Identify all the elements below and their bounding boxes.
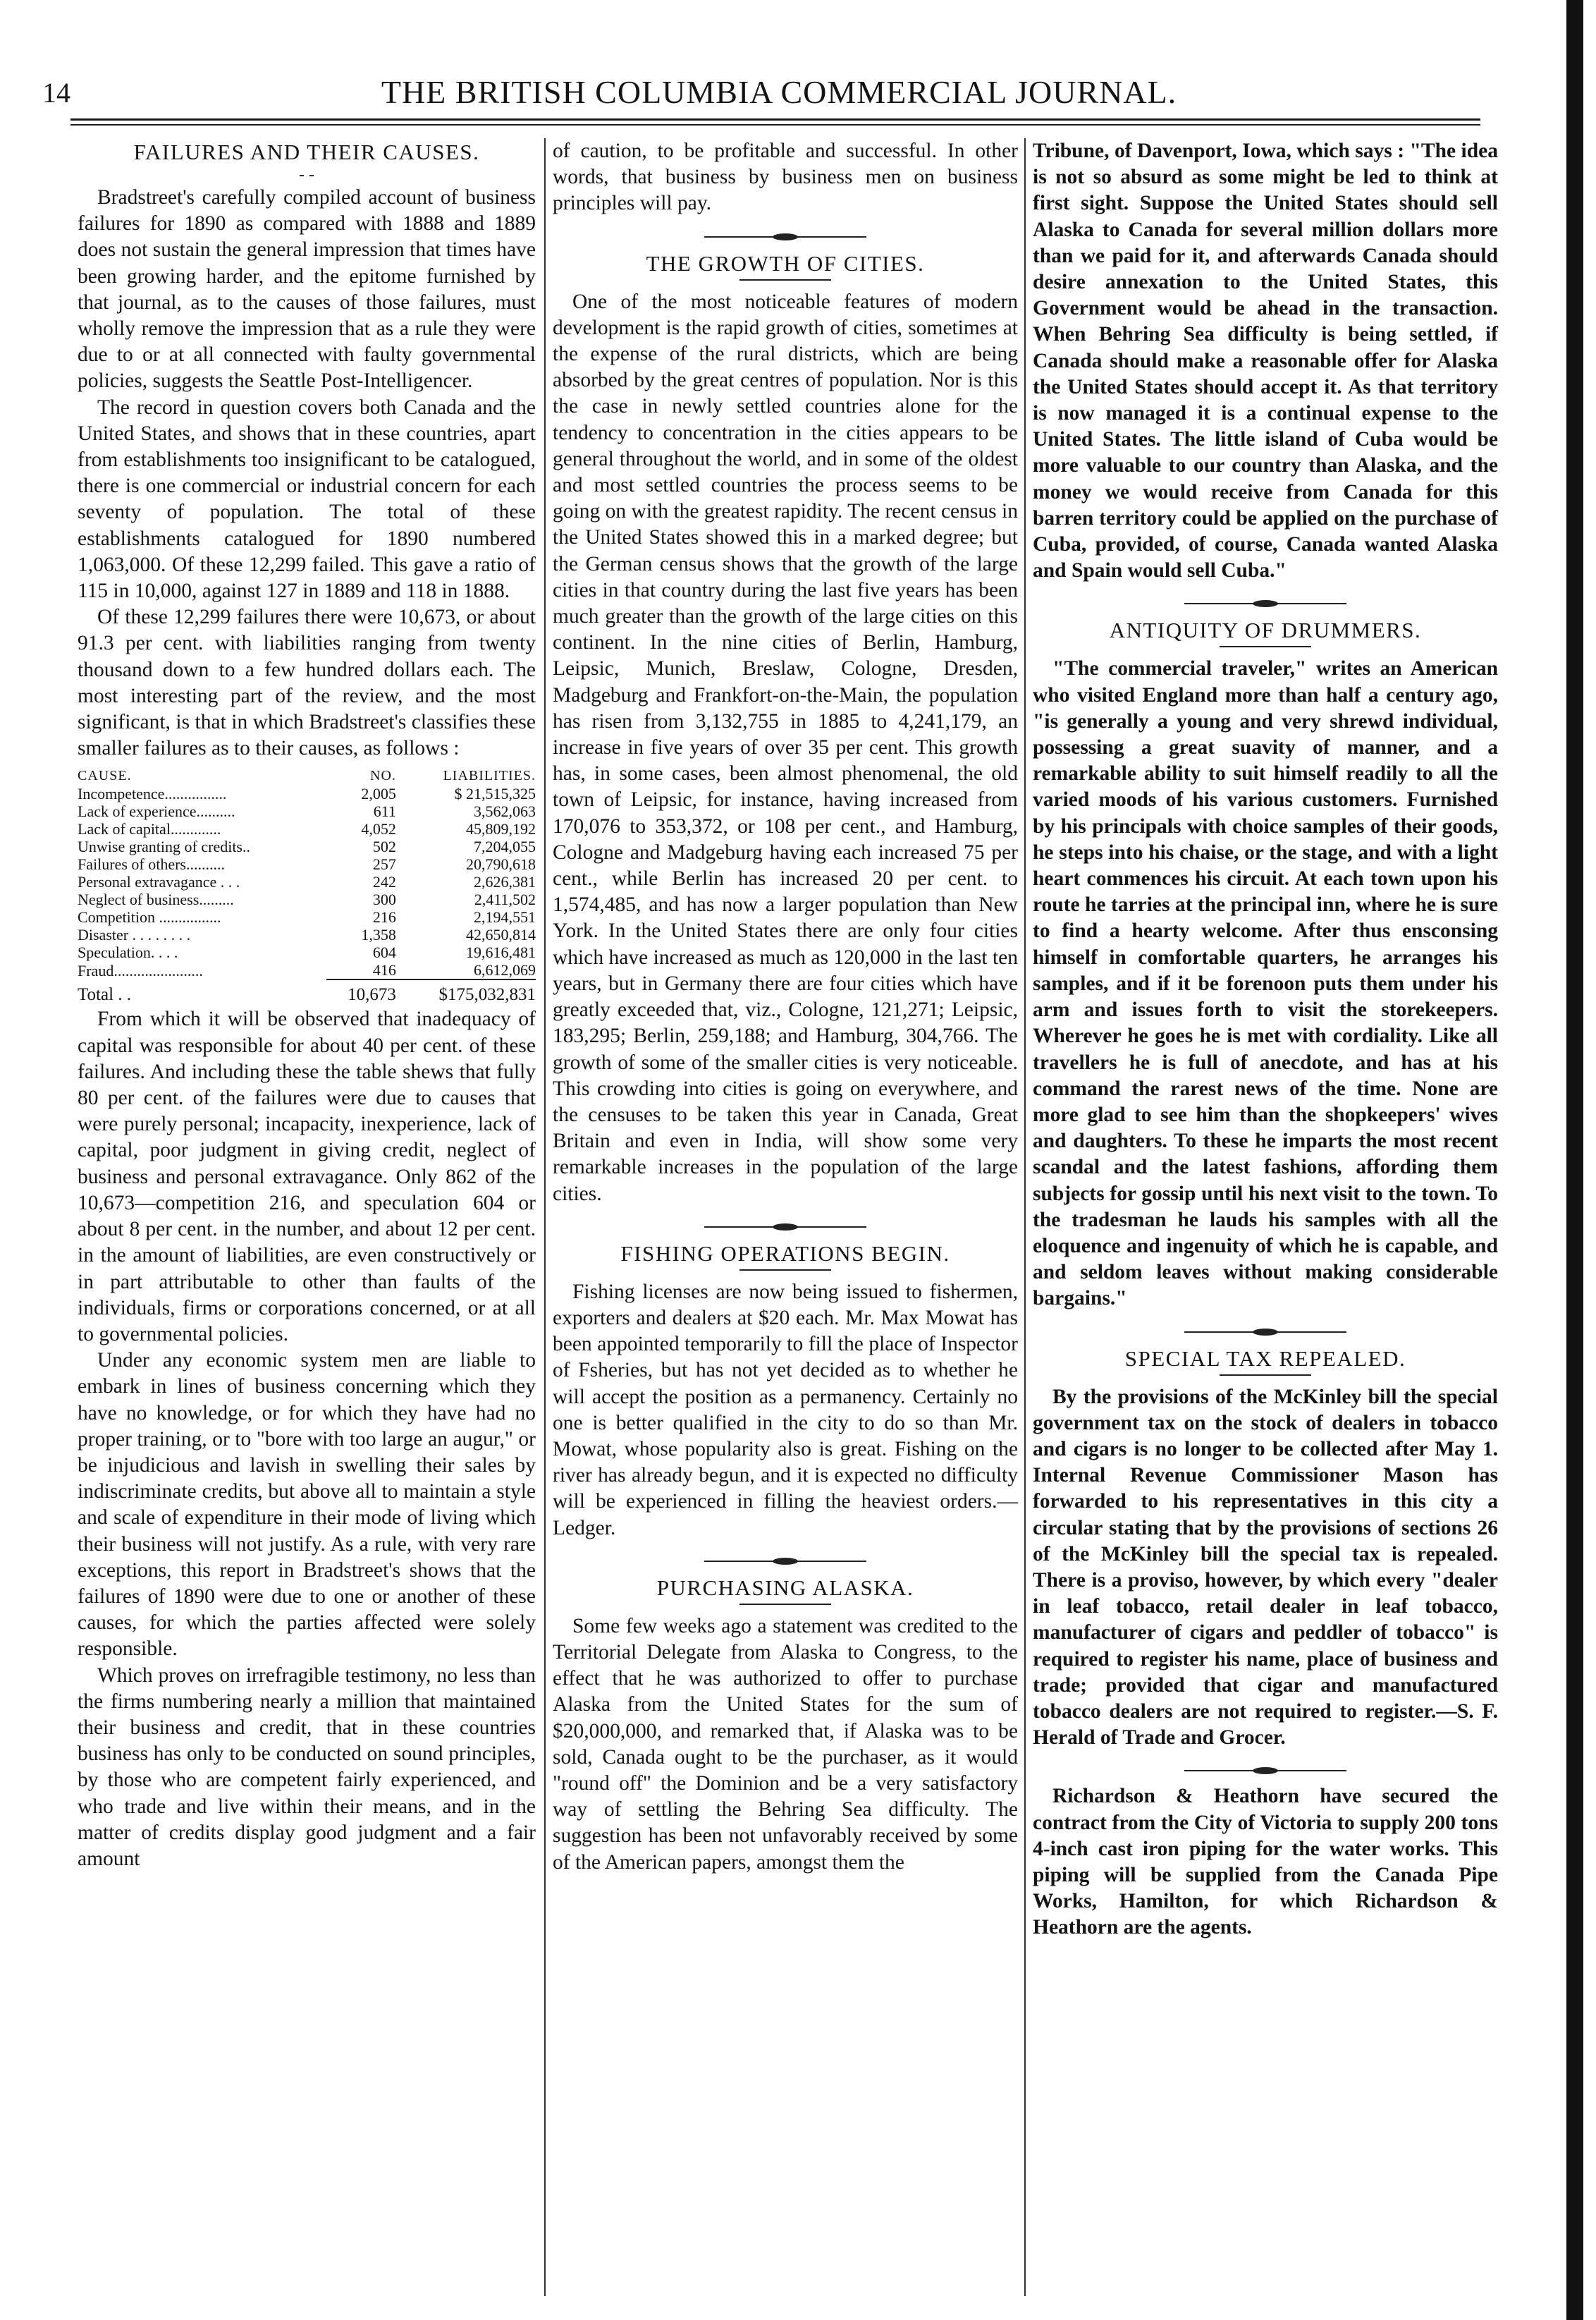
table-total-row [78,979,536,1003]
liabilities-cell: 19,616,481 [466,944,536,962]
growth-paragraph: One of the most noticeable features of modern development is the rapid growth of cities, sometimes at the expense of the rural districts, which are being absorbed by the great centres of population. Nor is this the case in newly settled countries alone for the tendency to concentration in the cities appears to be general throughout the world, and in some of the oldest and most settled countries the process seems to be going on with the greatest rapidity. The recent census in the United States showed this in a marked degree; but the German census shows that the growth of the large cities in that country during the last five years has been much greater than the growth of the large cities on this continent. In the nine cities of Berlin, Hamburg, Leipsic, Munich, Breslaw, Cologne, Dresden, Madgeburg and Frankfort-on-the-Main, the population has risen from 3,132,755 in 1885 to 4,241,179, an increase in five years of over 35 per cent. This growth has, in some cases, been almost phenomenal, the old town of Leipsic, for instance, having increased from 170,076 to 353,372, or 108 per cent., and Hamburg, Cologne and Madgeburg having each increased 75 per cent., while Berlin has increased 20 per cent. to 1,574,485, and has now a larger population than New York. In the United States there are only four cities which have increased as much as 120,000 in the last ten years, but in Germany there are four cities which have greatly exceeded that, viz., Cologne, 121,271; Leipsic, 183,295; Berlin, 259,188; and Hamburg, 304,766. The growth of some of the smaller cities is very noticeable. This crowding into cities is going on everywhere, and the censuses to be taken this year in Canada, Great Britain and even in India, will show some very remarkable increases in the population of the large cities. [553,290,1018,1205]
alaska-paragraph: Some few weeks ago a statement was credited to the Territorial Delegate from Alaska to Congress, to the effect that he was authorized to offer to purchase Alaska from the United States for the sum of $20,000,000, and remarked that, if Alaska was to be sold, Canada ought to be the purchaser, as it would "round off" the Dominion and be a very satisfactory way of settling the Behring Sea difficulty. The suggestion has been not unfavorably received by some of the American papers, amongst them the [553,1614,1018,1874]
number-cell: 4,052 [361,820,396,838]
table-row [78,926,536,944]
tax-heading: SPECIAL TAX REPEALED. [1124,1345,1406,1371]
alaska-heading: PURCHASING ALASKA. [656,1575,914,1600]
section-ornament [1184,1766,1346,1775]
liabilities-cell: 20,790,618 [466,855,536,874]
alaska-continuation: Tribune, of Davenport, Iowa, which says : "The idea is not so absurd as some might be led to think at first sight. Suppose the United States should sell Alaska to Canada for several million dollars more than we paid for it, and afterwards Canada should desire annexation to the United States, this Government would be ahead in the transaction. When Behring Sea difficulty is being settled, if Canada should make a reasonable offer for Alaska the United States should accept it. As that territory is now managed it is a continual expense to the United States. The little island of Cuba would be more valuable to our country than Alaska, and the money we would receive from Canada for this barren territory could be applied on the purchase of Cuba, provided, of course, Canada wanted Alaska and Spain would sell Cuba." [1033,140,1498,582]
scan-edge-bar [1566,0,1583,2320]
column-2 [553,138,1018,1876]
failures-continuation: of caution, to be profitable and successful. In other words, that business by business men on business principles will pay. [553,140,1018,215]
table-row [78,944,536,961]
header-rule-thin [70,124,1480,126]
journal-title: THE BRITISH COLUMBIA COMMERCIAL JOURNAL. [381,74,1177,110]
cause-cell: Disaster . . . . . . . . [78,926,191,944]
tax-paragraph: By the provisions of the McKinley bill the special government tax on the stock of dealers in tobacco and cigars is no longer to be collected after May 1. Internal Revenue Commissioner Mason has forwarded to his representatives in this city a circular stating that by the provisions of sections 26 of the McKinley bill the special tax is repealed. There is a proviso, however, by which every "dealer in leaf tobacco, retail dealer in leaf tobacco, manufacturer of cigars and peddler of tobacco" is required to register his name, place of business and trade; provided that cigar and manufactured tobacco dealers are not required to register.—S. F. Herald of Trade and Grocer. [1033,1385,1498,1750]
column-header: CAUSE. [78,768,132,784]
richardson-paragraph: Richardson & Heathorn have secured the contract from the City of Victoria to supply 200 tons 4-inch cast iron piping for the water works. This piping will be supplied from the Canada Pipe Works, Hamilton, for which Richardson & Heathorn are the agents. [1033,1785,1498,1939]
failure-causes-table [78,767,536,1003]
header-rule [70,118,1480,121]
liabilities-cell: 45,809,192 [466,820,536,838]
section-ornament [1184,1328,1346,1336]
table-row [78,855,536,873]
cause-cell: Competition ................ [78,908,221,927]
table-row [78,802,536,820]
number-cell: 216 [372,908,396,927]
number-cell: 2,005 [361,785,396,803]
failures-paragraph: Of these 12,299 failures there were 10,673, or about 91.3 per cent. with liabilities ranging from twenty thousand down to a few hundred dollars each. The most interesting part of the review, and the most significant, is that in which Bradstreet's classifies these smaller failures as to their causes, as follows : [78,606,536,760]
liabilities-cell: 2,194,551 [474,908,536,927]
number-cell: 416 [372,961,396,979]
cause-cell: Lack of capital............. [78,820,221,838]
cause-cell: Personal extravagance . . . [78,873,240,891]
growth-heading: THE GROWTH OF CITIES. [646,250,925,276]
liabilities-cell: 42,650,814 [466,926,536,944]
cause-cell: Fraud....................... [78,961,203,979]
cause-cell: Speculation. . . . [78,944,178,962]
number-cell: 611 [373,802,396,821]
liabilities-cell: 2,626,381 [474,873,536,891]
number-cell: 257 [372,855,396,874]
failures-paragraph: Under any economic system men are liable to embark in lines of business concerning which they have no knowledge, or for which they have had no proper training, or to "bore with too large an augur," or be injudicious and lavish in swelling their sales by indiscriminate credits, but above all to maintain a style and scale of expenditure in their mode of living which their business will not justify. As a rule, with very rare exceptions, this report in Bradstreet's shows that the failures of 1890 were due to one or another of these causes, for which the parties affected were solely responsible. [78,1349,536,1661]
table-row [78,785,536,802]
total-label: Total . . [78,984,132,1004]
failures-paragraph: From which it will be observed that inadequacy of capital was responsible for about 40 per cent. of these failures. And including these the table shews that fully 80 per cent. of the failures were due to causes that were purely personal; incapacity, inexperience, lack of capital, poor judgment in giving credit, neglect of business and personal extravagance. Only 862 of the 10,673—competition 216, and speculation 604 or about 8 per cent. in the number, and about 12 per cent. in the amount of liabilities, are even constructively or in part attributable to other than faults of the individuals, firms or corporations concerned, or at all to governmental policies. [78,1008,536,1345]
number-cell: 242 [372,873,396,891]
heading-underline [1220,646,1311,647]
heading-underline [739,1604,831,1605]
column-1 [78,138,536,1872]
section-ornament [704,1557,866,1565]
number-cell: 502 [372,838,396,856]
table-row [78,873,536,891]
fishing-paragraph: Fishing licenses are now being issued to fishermen, exporters and dealers at $20 each. Mr. Max Mowat has been appointed temporarily to fill the place of Inspector of Fsheries, but has not yet decided as to whether he will accept the position as a permanency. Certainly no one is better qualified in the city to do so than Mr. Mowat, whose popularity also is great. Fishing on the river has already begun, and it is expected no difficulty will be experienced in filling the heaviest orders.—Ledger. [553,1280,1018,1539]
page-number: 14 [42,77,70,109]
column-header: LIABILITIES. [443,768,536,784]
number-cell: 604 [372,944,396,962]
drummers-heading: ANTIQUITY OF DRUMMERS. [1109,618,1422,643]
table-row [78,961,536,979]
total-liabilities: $175,032,831 [396,979,536,1003]
column-divider [544,138,546,2296]
cause-cell: Failures of others.......... [78,855,225,874]
table-row [78,820,536,838]
table-row [78,908,536,926]
column-3 [1033,138,1498,1941]
column-header: NO. [370,768,396,784]
failures-paragraph: Which proves on irrefragible testimony, no less than the firms numbering nearly a million that maintained their business and credit, that in these countries business has only to be conducted on sound principles, by those who are competent fairly experienced, and who trade and live within their means, and in the matter of credits display good judgment and a fair amount [78,1663,536,1870]
liabilities-cell: $ 21,515,325 [454,785,536,803]
heading-underline [739,1269,831,1271]
fishing-heading: FISHING OPERATIONS BEGIN. [620,1240,950,1266]
failures-heading: FAILURES AND THEIR CAUSES. [133,140,480,164]
number-cell: 1,358 [361,926,396,944]
liabilities-cell: 2,411,502 [474,891,536,909]
liabilities-cell: 3,562,063 [474,802,536,821]
cause-cell: Unwise granting of credits.. [78,838,250,856]
column-divider [1024,138,1026,2296]
heading-underline [1220,1374,1311,1376]
cause-cell: Incompetence................ [78,785,227,803]
heading-underline [739,279,831,281]
page-header [42,73,1516,116]
failures-paragraph: Bradstreet's carefully compiled account of business failures for 1890 as compared with 1888 and 1889 does not sustain the general impression that times have been growing harder, and the epitome furnished by that journal, as to the causes of those failures, must wholly remove the impression that as a rule they were due to or at all connected with faulty governmental policies, suggests the Seattle Post-Intelligencer. [78,186,536,393]
section-ornament [704,233,866,241]
cause-cell: Lack of experience.......... [78,802,235,821]
section-ornament [704,1223,866,1231]
number-cell: 300 [372,891,396,909]
section-ornament [1184,599,1346,608]
failures-paragraph: The record in question covers both Canada and the United States, and shows that in these countries, apart from establishments too insignificant to be catalogued, there is one commercial or industrial concern for each seventy of population. The total of these establishments catalogued for 1890 numbered 1,063,000. Of these 12,299 failed. This gave a ratio of 115 in 10,000, against 127 in 1889 and 118 in 1888. [78,396,536,603]
table-row [78,838,536,855]
table-row [78,891,536,908]
table-header-row [78,767,536,785]
drummers-paragraph: "The commercial traveler," writes an American who visited England more than half a century ago, "is generally a young and very shrewd individual, possessing a great suavity of manner, and a remarkable ability to suit himself readily to all the varied moods of his various customers. Furnished by his principals with choice samples of their goods, he steps into his chaise, or the stage, and with a light heart commences his circuit. At each town upon his route he tarries at the principal inn, where he is sure to find a hearty welcome. After thus ensconsing himself in comfortable quarters, he arranges his samples, and if it be forenoon puts them under his arm and issues forth to visit the storekeepers. Wherever he goes he is met with cordiality. Like all travellers he is full of anecdote, and has at his command the rarest news of the time. None are more glad to see him than the shopkeepers' wives and daughters. To these he imparts the most recent scandal and the latest fashions, affording them subjects for gossip until his next visit to the town. To the tradesman he lauds his samples with all the eloquence and ingenuity of which he is capable, and and seldom leaves without making considerable bargains." [1033,657,1498,1310]
liabilities-cell: 7,204,055 [474,838,536,856]
heading-dash: - - [299,166,314,184]
total-number: 10,673 [326,979,396,1003]
cause-cell: Neglect of business......... [78,891,234,909]
liabilities-cell: 6,612,069 [474,961,536,979]
